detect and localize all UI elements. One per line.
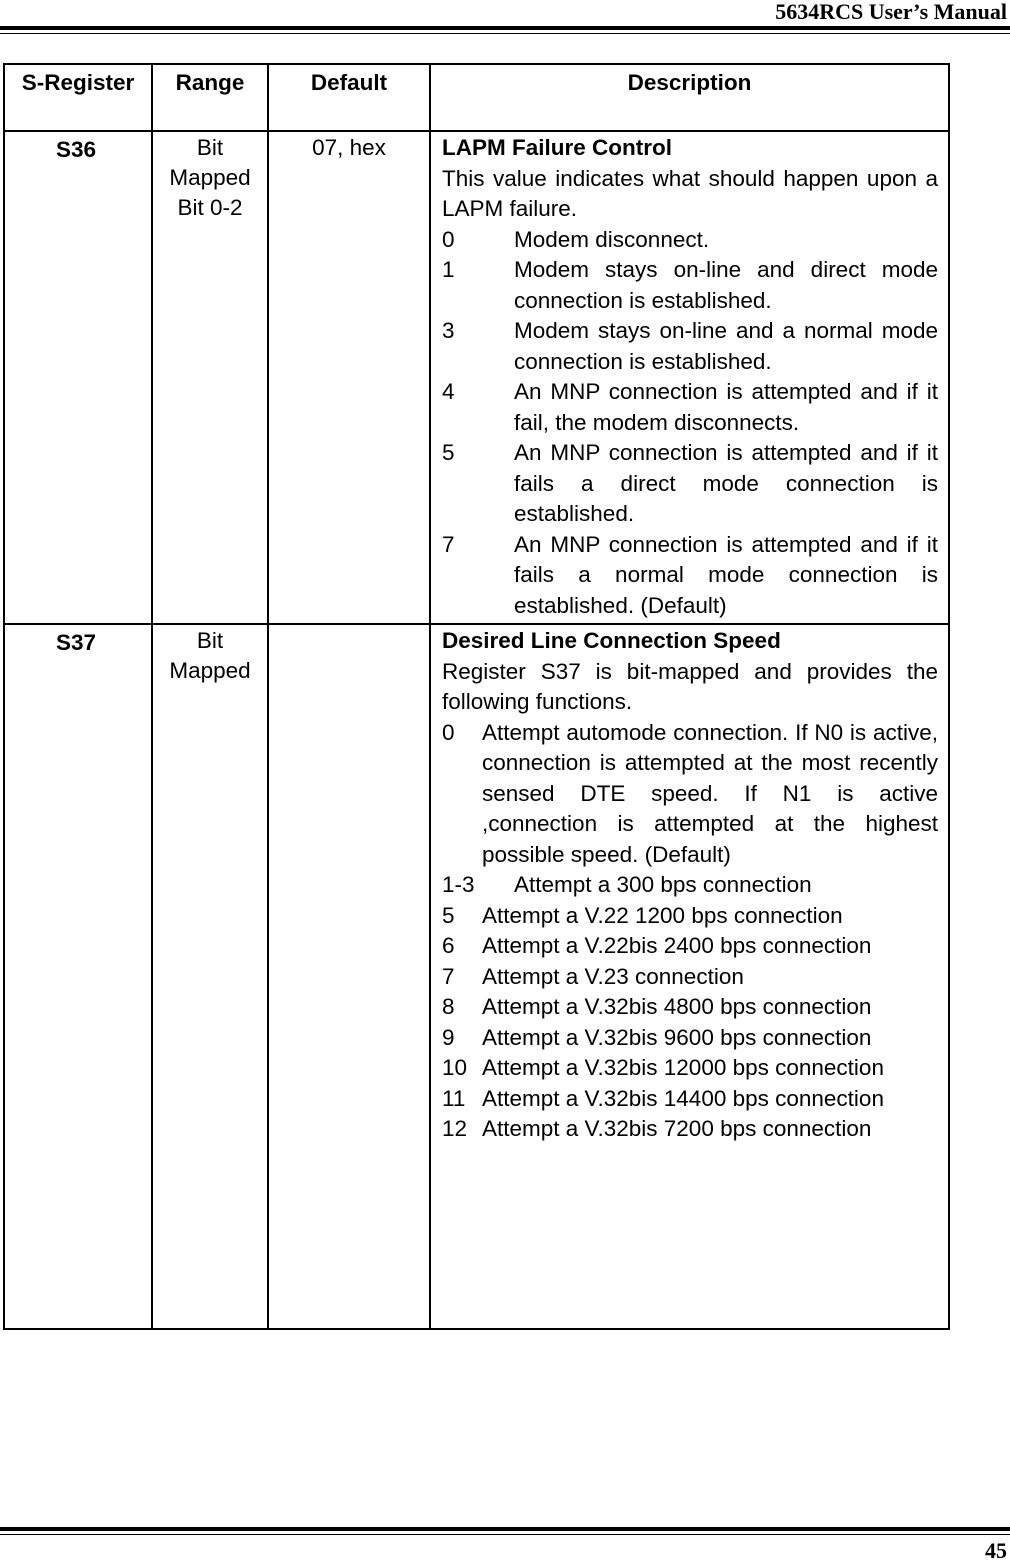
- option-text: Attempt a V.22 1200 bps connection: [482, 902, 843, 928]
- description-title: LAPM Failure Control: [442, 135, 672, 160]
- header-description: Description: [430, 64, 949, 131]
- table-header-row: [4, 64, 949, 131]
- option-item: [442, 992, 938, 1023]
- option-number: 1-3: [442, 872, 475, 897]
- range-line: Bit: [196, 135, 224, 160]
- option-text: An MNP connection is attempted and if it fail, the modem disconnects.: [514, 379, 938, 435]
- option-text: Modem stays on-line and direct mode connection is established.: [514, 257, 938, 313]
- range-cell: [152, 624, 268, 1329]
- option-item: [442, 1023, 938, 1054]
- option-text: Attempt a V.32bis 7200 bps connection: [482, 1116, 872, 1141]
- footer-rule-thin: [0, 1534, 1010, 1535]
- description-cell: [430, 624, 949, 1329]
- option-item: [442, 316, 938, 377]
- range-cell: [152, 131, 268, 624]
- header-rule-thick: [0, 26, 1010, 30]
- option-text: Attempt a V.32bis 12000 bps connection: [482, 1055, 884, 1080]
- register-cell: S36: [4, 131, 152, 624]
- option-item: [442, 225, 938, 256]
- description-intro: This value indicates what should happen upon a LAPM failure.: [442, 165, 938, 221]
- manual-title: 5634RCS User’s Manual: [775, 0, 1007, 24]
- option-number: 8: [442, 994, 455, 1019]
- option-text: Attempt a V.32bis 4800 bps connection: [482, 994, 872, 1019]
- option-text: Attempt a V.32bis 14400 bps connection: [482, 1085, 884, 1111]
- page-number: 45: [985, 1538, 1007, 1563]
- option-text: Attempt a 300 bps connection: [514, 872, 812, 897]
- table-row: [4, 624, 949, 1329]
- option-item: [442, 718, 938, 871]
- option-number: 11: [442, 1085, 466, 1111]
- option-item: [442, 1114, 938, 1145]
- option-text: Attempt automode connection. If N0 is active, connection is attempted at the most recently sensed DTE speed. If N1 is active ,connection is attempted at the highest possible speed. (Default): [482, 719, 938, 867]
- range-line: Mapped: [169, 658, 251, 683]
- option-number: 10: [442, 1055, 468, 1080]
- option-number: 7: [442, 531, 455, 557]
- range-line: Mapped: [169, 165, 251, 190]
- description-cell: [430, 131, 949, 624]
- default-cell: [268, 624, 430, 1329]
- option-number: 5: [442, 902, 455, 928]
- range-line: Bit 0-2: [177, 195, 243, 220]
- option-item: [442, 255, 938, 316]
- option-number: 5: [442, 440, 455, 465]
- header-range: Range: [152, 64, 268, 131]
- option-text: Modem stays on-line and a normal mode connection is established.: [514, 318, 938, 374]
- range-line: Bit: [196, 628, 224, 653]
- option-text: Attempt a V.23 connection: [482, 963, 744, 989]
- option-number: 9: [442, 1024, 455, 1050]
- option-text: Modem disconnect.: [514, 226, 710, 252]
- register-cell: S37: [4, 624, 152, 1329]
- option-text: An MNP connection is attempted and if it fails a normal mode connection is established. (Default): [514, 531, 938, 618]
- option-number: 3: [442, 318, 455, 343]
- option-item: [442, 901, 938, 932]
- option-text: Attempt a V.32bis 9600 bps connection: [482, 1024, 872, 1050]
- header-rule-thin: [0, 33, 1010, 34]
- footer-rule-thick: [0, 1527, 1010, 1531]
- option-number: 1: [442, 257, 455, 282]
- option-item: [442, 870, 938, 901]
- option-item: [442, 931, 938, 962]
- table-row: [4, 131, 949, 624]
- option-text: An MNP connection is attempted and if it fails a direct mode connection is established.: [514, 440, 938, 526]
- option-item: [442, 530, 938, 622]
- description-title: Desired Line Connection Speed: [442, 628, 781, 653]
- option-item: [442, 1084, 938, 1115]
- option-text: Attempt a V.22bis 2400 bps connection: [482, 933, 872, 958]
- option-number: 12: [442, 1116, 468, 1141]
- option-number: 6: [442, 933, 455, 958]
- default-cell: 07, hex: [268, 131, 430, 624]
- option-item: [442, 1053, 938, 1084]
- option-number: 0: [442, 719, 455, 745]
- option-item: [442, 438, 938, 530]
- option-item: [442, 962, 938, 993]
- option-number: 7: [442, 963, 455, 989]
- header-default: Default: [268, 64, 430, 131]
- header-register: S-Register: [4, 64, 152, 131]
- description-intro: Register S37 is bit-mapped and provides the following functions.: [442, 658, 938, 714]
- option-item: [442, 377, 938, 438]
- s-register-table: [3, 63, 950, 1330]
- option-number: 0: [442, 226, 455, 252]
- option-number: 4: [442, 379, 455, 404]
